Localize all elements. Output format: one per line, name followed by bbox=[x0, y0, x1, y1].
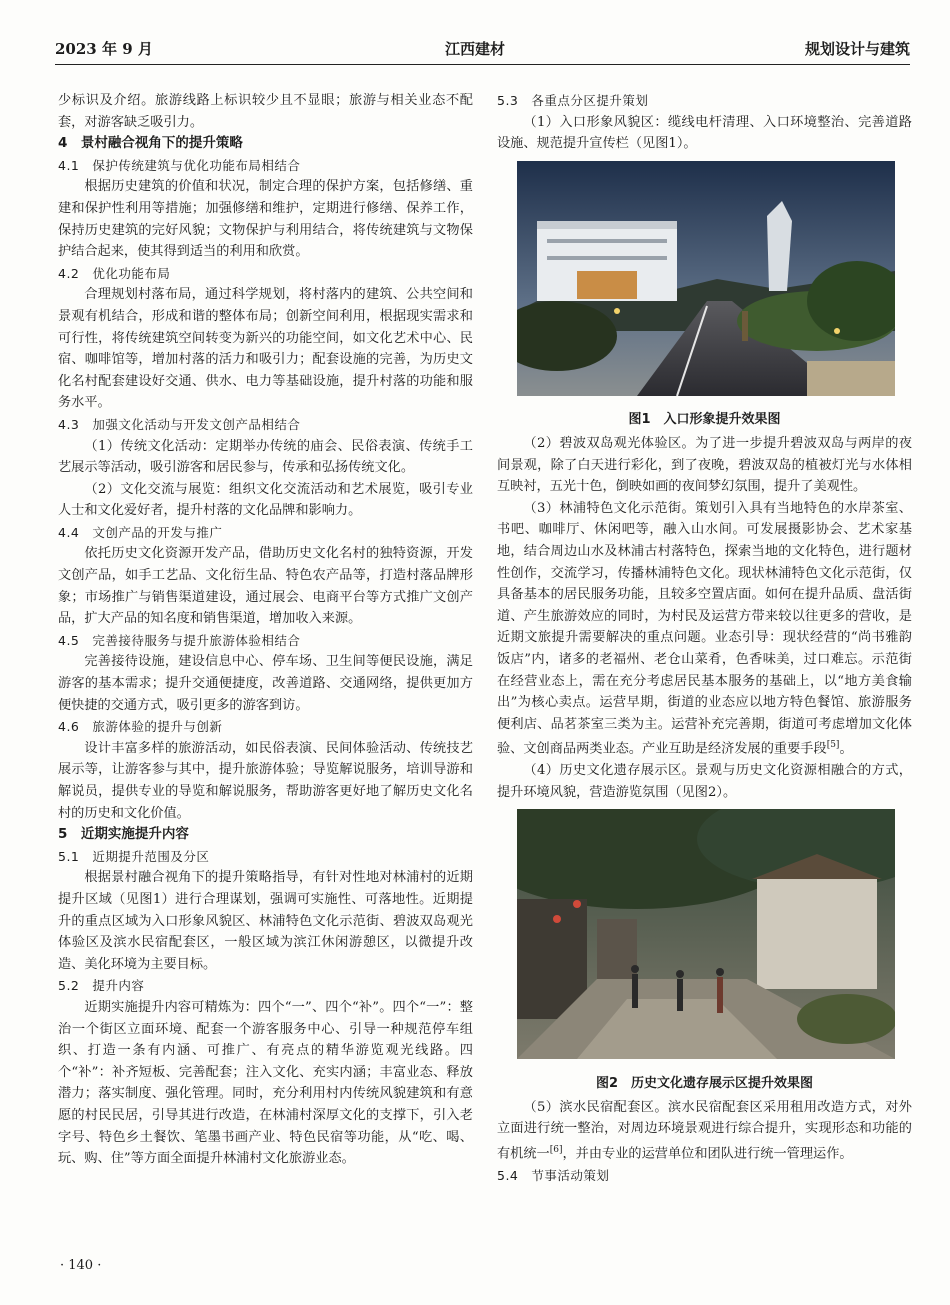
subsection-heading: 4.5 完善接待服务与提升旅游体验相结合 bbox=[58, 632, 301, 648]
entrance-rendering-illustration bbox=[517, 161, 895, 396]
paragraph: 完善接待设施，建设信息中心、停车场、卫生间等便民设施，满足游客的基本需求；提升交通便捷度，改善道路、交通网络，提供更加方便快捷的交通方式，吸引更多的游客到访。 bbox=[58, 654, 473, 713]
running-header bbox=[55, 30, 910, 65]
section-heading-5-3: 5.3 各重点分区提升策划 bbox=[497, 93, 649, 108]
paragraph: 设计丰富多样的旅游活动，如民俗表演、民间体验活动、传统技艺展示等，让游客参与其中，提升旅游体验；导览解说服务，培训导游和解说员，提供专业的导览和解说服务，帮助游客更好地了解历史文化名村的历史和文化价值。 bbox=[58, 740, 473, 821]
subsection-heading: 4.1 保护传统建筑与优化功能布局相结合 bbox=[58, 157, 301, 173]
paragraph: 少标识及介绍。旅游线路上标识较少且不显眼；旅游与相关业态不配套，对游客缺乏吸引力。 bbox=[58, 93, 473, 130]
paragraph: 合理规划村落布局，通过科学规划，将村落内的建筑、公共空间和景观有机结合，形成和谐的整体布局；创新空间利用，根据现实需求和可行性，将传统建筑空间转变为新兴的功能空间，如文化艺术中心、民宿、咖啡馆等，增加村落的活力和吸引力；配套设施的完善，为历史文化名村配套建设好交通、供水、电力等基础设施，提升村落的功能和服务水平。 bbox=[58, 287, 473, 411]
subsection-heading: 5.2 提升内容 bbox=[58, 978, 145, 994]
section-heading-5-4: 5.4 节事活动策划 bbox=[497, 1167, 610, 1183]
subsection-heading: 4.3 加强文化活动与开发文创产品相结合 bbox=[58, 416, 301, 432]
section-heading: 4 景村融合视角下的提升策略 bbox=[58, 135, 243, 152]
citation-ref: [5] bbox=[826, 740, 840, 751]
subsection-heading: 4.6 旅游体验的提升与创新 bbox=[58, 719, 223, 735]
paragraph-text: （5）滨水民宿配套区。滨水民宿配套区采用租用改造方式，对外立面进行统一整治，对周边环境景观进行综合提升，实现形态和功能的有机统一 bbox=[497, 1099, 912, 1162]
paragraph: 根据历史建筑的价值和状况，制定合理的保护方案，包括修缮、重建和保护性利用等措施；加强修缮和维护，定期进行修缮、保养工作，保持历史建筑的完好风貌；文物保护与利用结合，将传统建筑与文物保护结合起来，使其得到适当的利用和欣赏。 bbox=[58, 179, 473, 260]
citation-ref: [6] bbox=[549, 1144, 563, 1155]
paragraph: （2）碧波双岛观光体验区。为了进一步提升碧波双岛与两岸的夜间景观，除了白天进行彩化，到了夜晚，碧波双岛的植被灯光与水体相互映衬，五光十色，倒映如画的夜间梦幻氛围，提升了美观性。 bbox=[497, 435, 912, 495]
page-number: · 140 · bbox=[60, 1258, 102, 1273]
paragraph-end: 。 bbox=[839, 741, 853, 757]
paragraph: 根据景村融合视角下的提升策略指导，有针对性地对林浦村的近期提升区域（见图1）进行合理谋划，强调可实施性、可落地性。近期提升的重点区域为入口形象风貌区、林浦特色文化示范街、碧波双岛观光体验区及滨水民宿配套区，一般区域为滨江休闲游憩区，以微提升改造、美化环境为主要目标。 bbox=[58, 870, 473, 972]
subsection-heading: 4.2 优化功能布局 bbox=[58, 265, 171, 281]
left-column bbox=[58, 90, 473, 1170]
figure-2-caption: 图2 历史文化遗存展示区提升效果图 bbox=[595, 1076, 814, 1092]
subsection-heading: 5.1 近期提升范围及分区 bbox=[58, 848, 210, 864]
paragraph-end: ，并由专业的运营单位和团队进行统一管理运作。 bbox=[562, 1146, 853, 1162]
section-heading: 5 近期实施提升内容 bbox=[58, 826, 189, 843]
figure-1-image bbox=[517, 161, 895, 404]
figure-2-image bbox=[517, 809, 895, 1067]
paragraph: （1）入口形象风貌区：缆线电杆清理、入口环境整治、完善道路设施、规范提升宣传栏（见图1）。 bbox=[497, 114, 912, 152]
paragraph: （1）传统文化活动：定期举办传统的庙会、民俗表演、传统手工艺展示等活动，吸引游客和居民参与，传承和弘扬传统文化。 bbox=[58, 438, 473, 476]
paragraph bbox=[497, 1097, 912, 1165]
paragraph-text: （3）林浦特色文化示范街。策划引入具有当地特色的水岸茶室、书吧、咖啡厅、休闲吧等，融入山水间。可发展摄影协会、艺术家基地，结合周边山水及林浦古村落特色，探索当地的文化特色，进行题材性创作，交流学习，传播林浦特色文化。现状林浦特色文化示范街，仅具备基本的居民服务功能，且较多空置店面。如何在提升品质、盘活街道、产生旅游效应的同时，为村民及运营方带来较以往更多的营收，是近期文旅提升需要解决的重点问题。业态引导：现状经营的“尚书雅韵饭店”内，诸多的老福州、老仓山菜肴，色香味美，过口难忘。示范街在经营业态上，需在充分考虑居民基本服务的基础上，以“地方美食输出”为核心卖点。运营早期，街道的业态应以地方特色餐馆、旅游服务便利店、品茗茶室三类为主。运营补充完善期，街道可考虑增加文化体验、文创商品两类业态。产业互助是经济发展的重要手段 bbox=[497, 500, 912, 757]
journal-title: 江西建材 bbox=[445, 40, 506, 58]
figure-1-caption: 图1 入口形象提升效果图 bbox=[628, 412, 781, 428]
right-column bbox=[497, 90, 912, 1186]
paragraph: 依托历史文化资源开发产品，借助历史文化名村的独特资源，开发文创产品，如手工艺品、文化衍生品、特色农产品等，打造村落品牌形象；市场推广与销售渠道建设，通过展会、电商平台等方式推广文创产品，扩大产品的知名度和销售渠道，增加收入来源。 bbox=[58, 546, 473, 627]
paragraph: （2）文化交流与展览：组织文化交流活动和艺术展览，吸引专业人士和文化爱好者，提升村落的文化品牌和影响力。 bbox=[58, 481, 473, 519]
section-title: 规划设计与建筑 bbox=[804, 40, 910, 58]
paragraph bbox=[497, 498, 912, 761]
paragraph: 近期实施提升内容可精炼为：四个“一”、四个“补”。四个“一”：整治一个街区立面环境、配套一个游客服务中心、引导一种规范停车组织、打造一条有内涵、可推广、有亮点的精华游览观光线路。四个“补”：补齐短板、完善配套；注入文化、充实内涵；丰富业态、释放潜力；落实制度、强化管理。同时，充分利用村内传统风貌建筑和有意愿的村民民居，引导其进行改造，在林浦村深厚文化的支撑下，引入老字号、特色乡土餐饮、笔墨书画产业、特色民宿等功能，从“吃、喝、玩、购、住”等方面全面提升林浦村文化旅游业态。 bbox=[58, 999, 473, 1167]
paragraph: （4）历史文化遗存展示区。景观与历史文化资源相融合的方式，提升环境风貌，营造游览氛围（见图2）。 bbox=[497, 763, 912, 800]
header-date: 2023 年 9 月 bbox=[55, 40, 153, 58]
subsection-heading: 4.4 文创产品的开发与推广 bbox=[58, 524, 223, 540]
heritage-area-rendering-illustration bbox=[517, 809, 895, 1059]
